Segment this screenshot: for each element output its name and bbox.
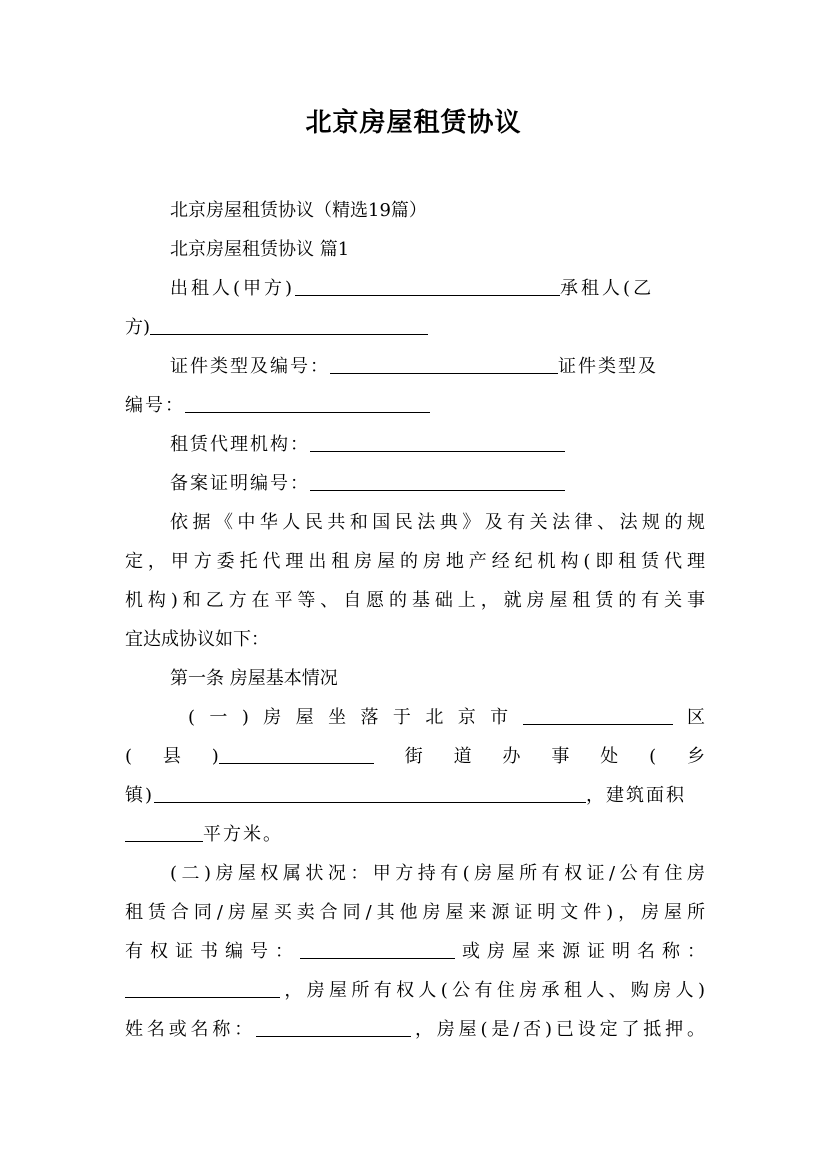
location-line <box>188 699 705 737</box>
label: 街道办事处(乡 <box>373 746 705 767</box>
label: 平方米。 <box>203 824 283 845</box>
lessee-line <box>125 309 705 347</box>
label: 出租人(甲方) <box>170 278 296 299</box>
label: 证件类型及 <box>558 356 658 377</box>
paragraph-line: 依据《中华人民共和国民法典》及有关法律、法规的规 <box>170 512 705 533</box>
text: 北京房屋租赁协议 篇1 <box>170 239 350 260</box>
blank-field <box>125 980 280 998</box>
label: ，房屋所有权人(公有住房承租人、购房人) <box>280 980 705 1001</box>
label: 方) <box>125 317 151 338</box>
id-number-line <box>125 387 705 425</box>
paragraph-line: 租赁合同/房屋买卖合同/其他房屋来源证明文件)，房屋所 <box>125 902 705 923</box>
blank-field <box>310 473 565 491</box>
label: 有权证书编号： <box>125 941 300 962</box>
label: ，建筑面积 <box>586 785 687 806</box>
paragraph-line: 宜达成协议如下： <box>125 629 269 650</box>
certificate-line <box>125 933 705 971</box>
label: 姓名或名称： <box>125 1019 257 1040</box>
paragraph-line: 定，甲方委托代理出租房屋的房地产经纪机构(即租赁代理 <box>125 551 705 572</box>
label: (一)房屋坐落于北京市 <box>188 707 523 728</box>
owner-line <box>125 972 705 1010</box>
blank-field <box>300 941 455 959</box>
area-line <box>125 816 705 854</box>
location-line <box>125 738 705 776</box>
blank-field <box>256 1019 411 1037</box>
article-heading: 第一条 房屋基本情况 <box>170 668 338 689</box>
lessor-line <box>170 270 705 308</box>
label: 编号： <box>125 395 185 416</box>
blank-field <box>295 278 560 296</box>
text: 北京房屋租赁协议（精选19篇） <box>170 200 427 221</box>
label: 备案证明编号： <box>170 473 310 494</box>
blank-field <box>330 356 558 374</box>
label: 或房屋来源证明名称： <box>455 941 705 962</box>
subtitle-line <box>170 192 705 230</box>
paragraph-line: 机构)和乙方在平等、自愿的基础上，就房屋租赁的有关事 <box>125 590 705 611</box>
label: 镇) <box>125 785 155 806</box>
location-line <box>125 777 705 815</box>
label: 租赁代理机构： <box>170 434 310 455</box>
owner-name-line <box>125 1011 705 1049</box>
label: ，房屋(是/否)已设定了抵押。 <box>411 1019 706 1040</box>
blank-field <box>125 824 203 842</box>
blank-field <box>150 317 428 335</box>
blank-field <box>523 707 673 725</box>
paragraph-line: (二)房屋权属状况：甲方持有(房屋所有权证/公有住房 <box>170 863 705 884</box>
label: 证件类型及编号： <box>170 356 330 377</box>
label: 承租人(乙 <box>560 278 655 299</box>
label: (县) <box>125 746 219 767</box>
label: 区 <box>672 707 706 728</box>
section-heading <box>170 231 705 269</box>
blank-field <box>154 785 586 803</box>
agency-line <box>170 426 705 464</box>
blank-field <box>185 395 430 413</box>
record-line <box>170 465 705 503</box>
id-line <box>170 348 705 386</box>
blank-field <box>310 434 565 452</box>
document-title: 北京房屋租赁协议 <box>305 108 522 138</box>
blank-field <box>219 746 374 764</box>
